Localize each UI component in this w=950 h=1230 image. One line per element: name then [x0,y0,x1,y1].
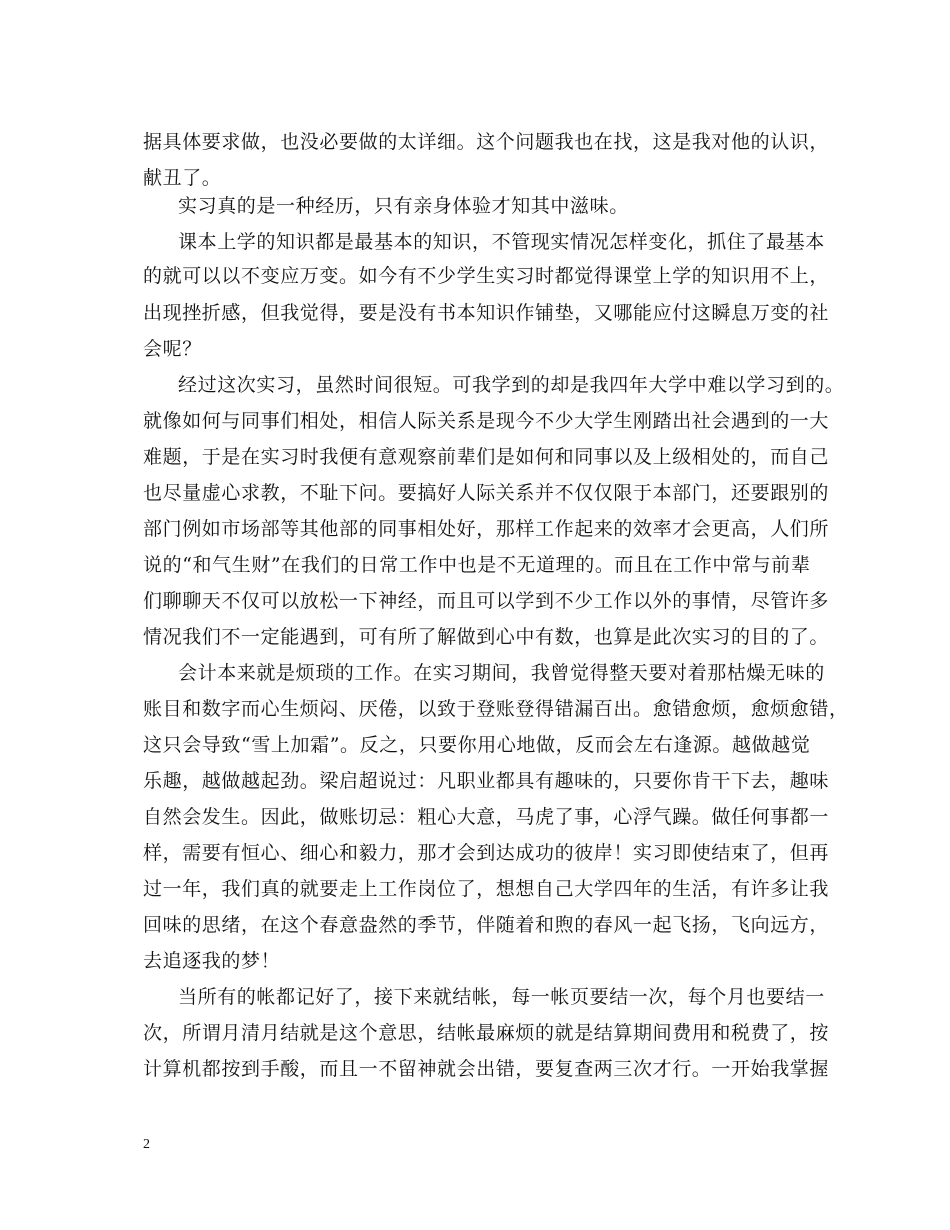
text-line: 出现挫折感，但我觉得，要是没有书本知识作铺垫，又哪能应付这瞬息万变的社 [143,302,830,324]
text-line: 说的“和气生财”在我们的日常工作中也是不无道理的。而且在工作中常与前辈 [143,554,811,576]
text-line: 样，需要有恒心、细心和毅力，那才会到达成功的彼岸！实习即使结束了，但再 [143,842,830,864]
text-line: 账目和数字而心生烦闷、厌倦，以致于登账登得错漏百出。愈错愈烦，愈烦愈错， [143,698,849,720]
text-line: 课本上学的知识都是最基本的知识，不管现实情况怎样变化，抓住了最基本 [178,231,825,253]
text-line: 据具体要求做，也没必要做的太详细。这个问题我也在找，这是我对他的认识， [143,131,830,153]
text-line: 乐趣，越做越起劲。梁启超说过：凡职业都具有趣味的，只要你肯干下去，趣味 [143,770,830,792]
text-line: 过一年，我们真的就要走上工作岗位了，想想自己大学四年的生活，有许多让我 [143,878,830,900]
text-line: 的就可以以不变应万变。如今有不少学生实习时都觉得课堂上学的知识用不上， [143,265,830,287]
text-line: 们聊聊天不仅可以放松一下神经，而且可以学到不少工作以外的事情，尽管许多 [143,590,830,612]
text-line: 经过这次实习，虽然时间很短。可我学到的却是我四年大学中难以学习到的。 [178,374,845,396]
text-line: 这只会导致“雪上加霜”。反之，只要你用心地做，反而会左右逢源。越做越觉 [143,734,811,756]
text-line: 回味的思绪，在这个春意盎然的季节，伴随着和煦的春风一起飞扬，飞向远方， [143,914,830,936]
text-line: 实习真的是一种经历，只有亲身体验才知其中滋味。 [178,195,629,217]
text-line: 会计本来就是烦琐的工作。在实习期间，我曾觉得整天要对着那枯燥无味的 [178,662,825,684]
text-line: 献丑了。 [143,167,222,189]
text-line: 去追逐我的梦！ [143,950,281,972]
text-line: 会呢？ [143,338,202,360]
text-line: 次，所谓月清月结就是这个意思，结帐最麻烦的就是结算期间费用和税费了，按 [143,1022,830,1044]
text-line: 当所有的帐都记好了，接下来就结帐，每一帐页要结一次，每个月也要结一 [178,986,825,1008]
text-line: 自然会发生。因此，做账切忌：粗心大意，马虎了事，心浮气躁。做任何事都一 [143,806,830,828]
text-line: 情况我们不一定能遇到，可有所了解做到心中有数，也算是此次实习的目的了。 [143,626,830,648]
text-line: 也尽量虚心求教，不耻下问。要搞好人际关系并不仅仅限于本部门，还要跟别的 [143,482,830,504]
text-line: 部门例如市场部等其他部的同事相处好，那样工作起来的效率才会更高，人们所 [143,518,830,540]
text-line: 难题，于是在实习时我便有意观察前辈们是如何和同事以及上级相处的，而自己 [143,446,830,468]
text-line: 计算机都按到手酸，而且一不留神就会出错，要复查两三次才行。一开始我掌握 [143,1058,830,1080]
page-number: 2 [143,1137,150,1152]
text-line: 就像如何与同事们相处，相信人际关系是现今不少大学生刚踏出社会遇到的一大 [143,410,830,432]
